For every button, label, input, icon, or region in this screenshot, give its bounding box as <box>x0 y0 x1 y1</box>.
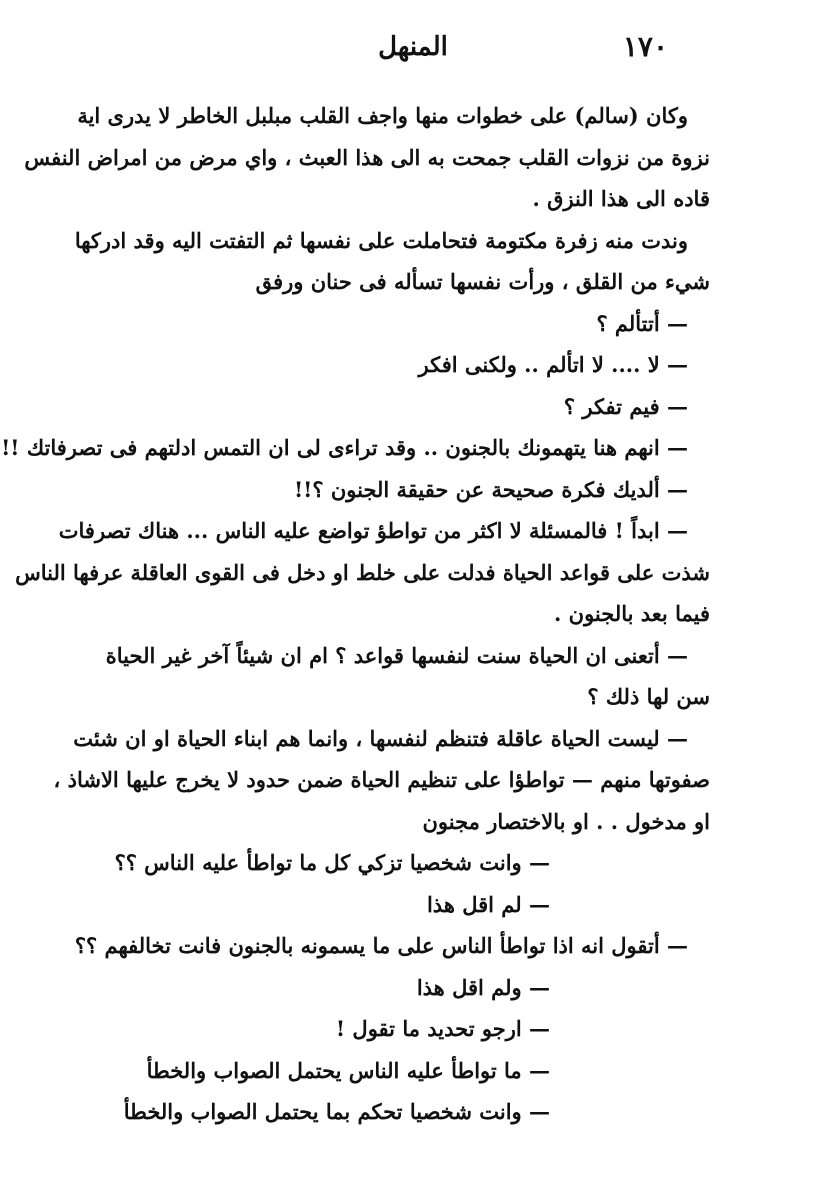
body-text <box>1 95 710 1133</box>
dialogue-line: — لا .... لا اتألم .. ولكنى افكر <box>418 352 688 377</box>
text-line: قاده الى هذا النزق . <box>532 186 710 211</box>
text-line: شذت على قواعد الحياة فدلت على خلط او دخل فى القوى العاقلة عرفها الناس <box>15 559 710 585</box>
dialogue-line: — ولم اقل هذا <box>416 974 550 1000</box>
text-line: وكان (سالم) على خطوات منها واجف القلب مبلبل الخاطر لا يدرى اية <box>77 103 688 128</box>
dialogue-line: — انهم هنا يتهمونك بالجنون .. وقد تراءى لى ان التمس ادلتهم فى تصرفاتك !! <box>1 435 688 460</box>
text-line: صفوتها منهم — تواطؤا على تنظيم الحياة ضمن حدود لا يخرج عليها الاشاذ ، <box>53 767 710 792</box>
running-title: المنهل <box>378 32 448 62</box>
text-line: فيما بعد بالجنون . <box>554 601 710 626</box>
dialogue-line: — ارجو تحديد ما تقول ! <box>335 1016 550 1041</box>
dialogue-line: — أتعنى ان الحياة سنت لنفسها قواعد ؟ ام ان شيئاً آخر غير الحياة <box>105 642 688 668</box>
dialogue-line: — أتتألم ؟ <box>596 310 688 336</box>
text-line: او مدخول . . او بالاختصار مجنون <box>422 808 710 834</box>
page-number: ١٧٠ <box>622 30 668 63</box>
dialogue-line: — ما تواطأ عليه الناس يحتمل الصواب والخطأ <box>146 1057 550 1083</box>
dialogue-line: — وانت شخصيا تزكي كل ما تواطأ عليه الناس ؟؟ <box>114 850 550 875</box>
text-line: سن لها ذلك ؟ <box>587 684 710 709</box>
page-header <box>0 30 818 66</box>
dialogue-line: — ألديك فكرة صحيحة عن حقيقة الجنون ؟!! <box>293 476 688 502</box>
text-line: وندت منه زفرة مكتومة فتحاملت على نفسها ثم التفتت اليه وقد ادركها <box>74 227 688 253</box>
text-line: نزوة من نزوات القلب جمحت به الى هذا العبث ، واي مرض من امراض النفس <box>24 144 710 170</box>
dialogue-line: — ليست الحياة عاقلة فتنظم لنفسها ، وانما هم ابناء الحياة او ان شئت <box>73 725 688 751</box>
dialogue-line: — أتقول انه اذا تواطأ الناس على ما يسمونه بالجنون فانت تخالفهم ؟؟ <box>74 933 688 958</box>
dialogue-line: — ابداً ! فالمسئلة لا اكثر من تواطؤ تواضع عليه الناس ... هناك تصرفات <box>58 518 688 543</box>
dialogue-line: — وانت شخصيا تحكم بما يحتمل الصواب والخطأ <box>123 1099 550 1124</box>
dialogue-line: — لم اقل هذا <box>426 891 550 917</box>
text-line: شيء من القلق ، ورأت نفسها تسأله فى حنان ورفق <box>255 269 710 294</box>
dialogue-line: — فيم تفكر ؟ <box>563 393 688 419</box>
